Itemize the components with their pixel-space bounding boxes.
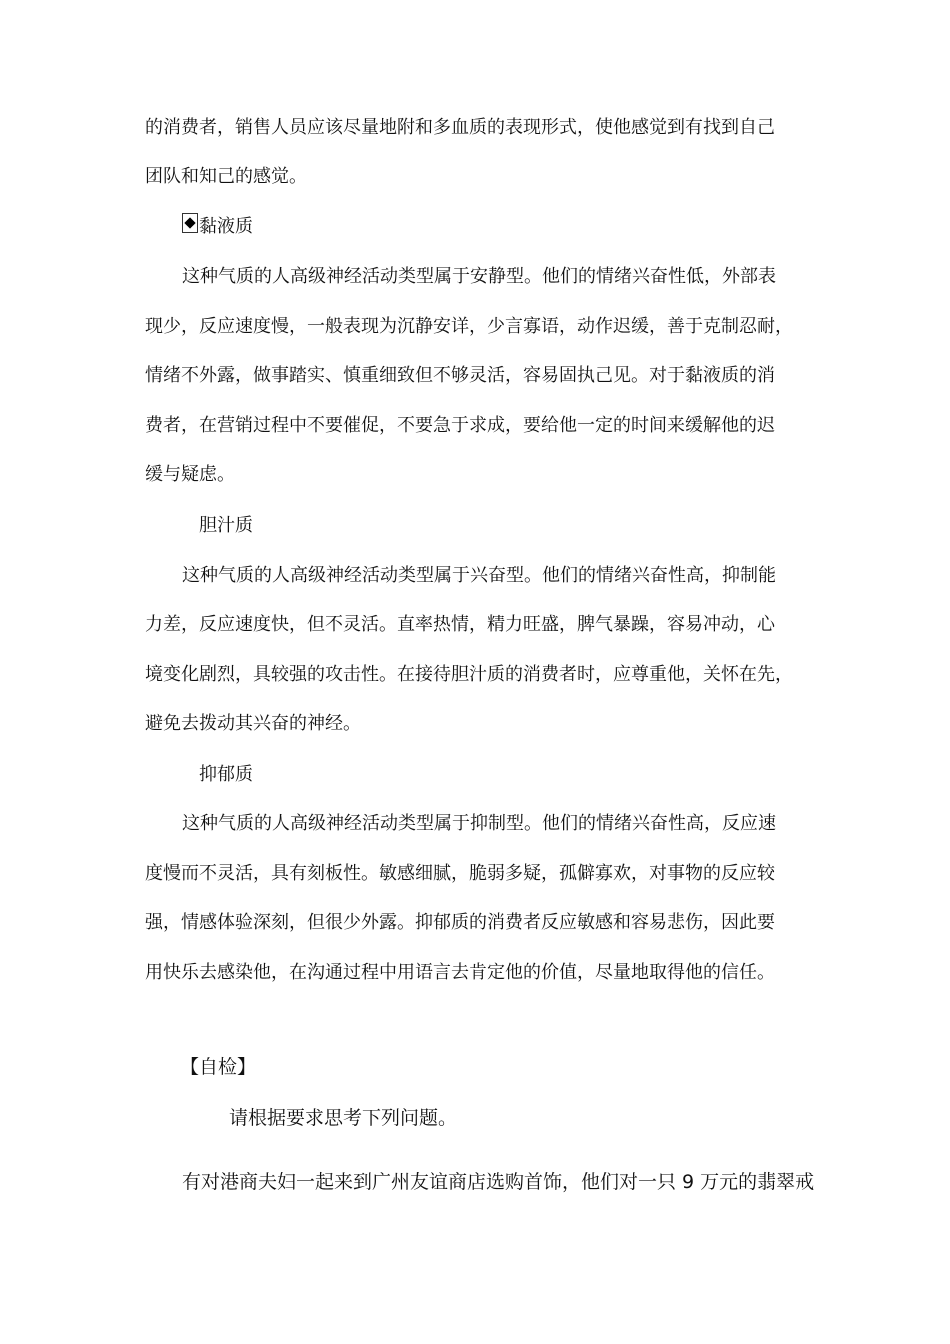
diamond-bullet-icon [182, 213, 198, 233]
paragraph-line: 现少，反应速度慢，一般表现为沉静安详，少言寡语，动作迟缓，善于克制忍耐， [145, 316, 793, 337]
paragraph-line: 力差，反应速度快，但不灵活。直率热情，精力旺盛，脾气暴躁，容易冲动，心 [145, 614, 775, 635]
section-heading-choleric: 胆汁质 [199, 515, 253, 536]
paragraph-line: 这种气质的人高级神经活动类型属于安静型。他们的情绪兴奋性低，外部表 [182, 266, 776, 287]
paragraph-line: 避免去拨动其兴奋的神经。 [145, 713, 361, 734]
paragraph-line: 的消费者，销售人员应该尽量地附和多血质的表现形式，使他感觉到有找到自己 [145, 117, 775, 138]
section-heading-melancholic: 抑郁质 [199, 764, 253, 785]
paragraph-line: 团队和知己的感觉。 [145, 166, 307, 187]
paragraph-line: 情绪不外露，做事踏实、慎重细致但不够灵活，容易固执己见。对于黏液质的消 [145, 365, 775, 386]
paragraph-line: 境变化剧烈，具较强的攻击性。在接待胆汁质的消费者时，应尊重他，关怀在先， [145, 664, 793, 685]
case-line: 有对港商夫妇一起来到广州友谊商店选购首饰，他们对一只 9 万元的翡翠戒 [182, 1171, 815, 1193]
section-heading-phlegmatic: 黏液质 [199, 216, 253, 237]
paragraph-line: 这种气质的人高级神经活动类型属于兴奋型。他们的情绪兴奋性高，抑制能 [182, 565, 776, 586]
paragraph-line: 用快乐去感染他，在沟通过程中用语言去肯定他的价值，尽量地取得他的信任。 [145, 962, 775, 983]
paragraph-line: 强，情感体验深刻，但很少外露。抑郁质的消费者反应敏感和容易悲伤，因此要 [145, 912, 775, 933]
paragraph-line: 缓与疑虑。 [145, 464, 235, 485]
paragraph-line: 这种气质的人高级神经活动类型属于抑制型。他们的情绪兴奋性高，反应速 [182, 813, 776, 834]
paragraph-line: 费者，在营销过程中不要催促，不要急于求成，要给他一定的时间来缓解他的迟 [145, 415, 775, 436]
self-check-heading: 【自检】 [180, 1056, 257, 1078]
self-check-instruction: 请根据要求思考下列问题。 [229, 1107, 458, 1129]
paragraph-line: 度慢而不灵活，具有刻板性。敏感细腻，脆弱多疑，孤僻寡欢，对事物的反应较 [145, 863, 775, 884]
